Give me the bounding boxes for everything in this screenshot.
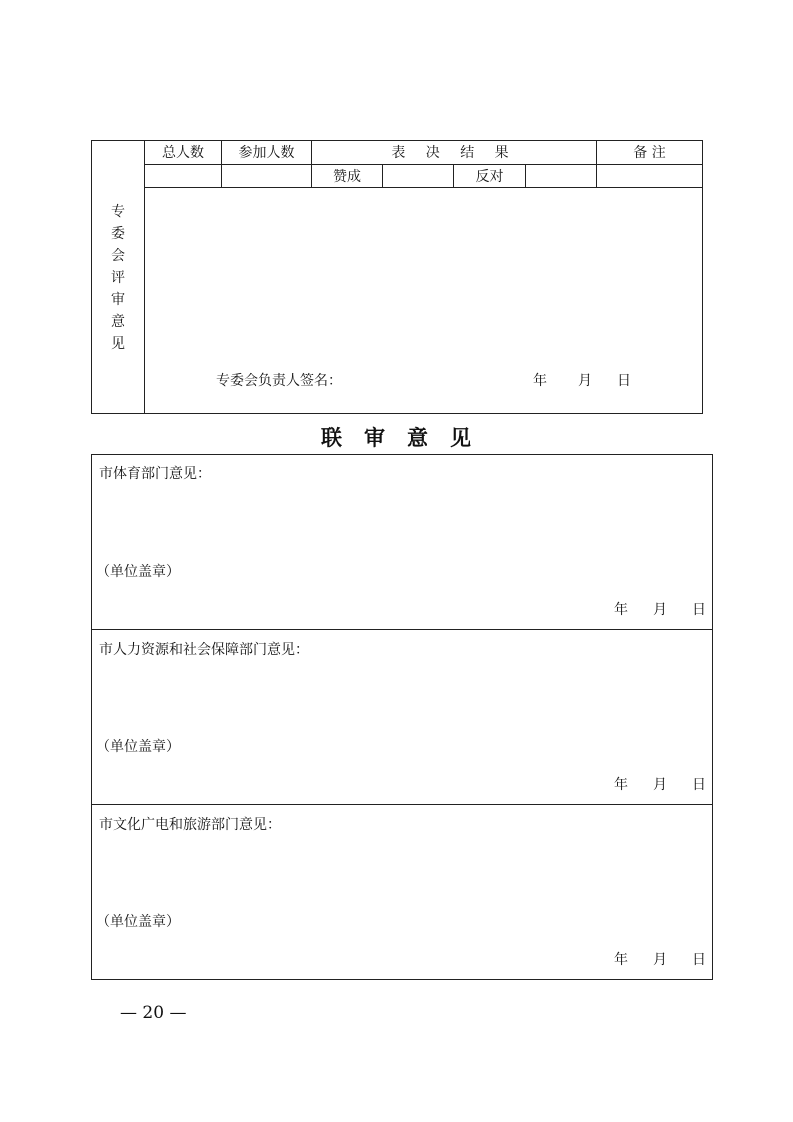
signature-label: 专委会负责人签名： — [216, 373, 342, 389]
date-day: 日 — [617, 373, 631, 389]
dept-opinion-label: 市体育部门意见： — [99, 466, 211, 482]
date-month: 月 — [578, 373, 592, 389]
header-vote-result: 表 决 结 果 — [391, 145, 517, 161]
header-total: 总人数 — [162, 145, 204, 161]
header-oppose: 反对 — [475, 169, 504, 185]
date-month: 月 — [653, 777, 667, 793]
label-column-divider — [144, 140, 145, 414]
date-year: 年 — [533, 373, 547, 389]
joint-border-top — [91, 454, 713, 455]
committee-side-label: 专 委 会 评 审 意 见 — [111, 204, 125, 352]
table-border-top — [91, 140, 703, 141]
table-border-bottom — [91, 413, 703, 414]
date-year: 年 — [614, 952, 628, 968]
date-month: 月 — [653, 602, 667, 618]
col-divider-3 — [382, 164, 383, 188]
date-month: 月 — [653, 952, 667, 968]
date-day: 日 — [692, 952, 706, 968]
header-row-line — [144, 164, 703, 165]
dept-opinion-label: 市文化广电和旅游部门意见： — [99, 817, 281, 833]
joint-border-right — [712, 454, 713, 980]
joint-border-bottom — [91, 979, 713, 980]
joint-row-divider-2 — [91, 804, 713, 805]
date-day: 日 — [692, 777, 706, 793]
seal-label: （单位盖章） — [96, 739, 180, 755]
header-remarks: 备 注 — [633, 145, 666, 161]
header-participants: 参加人数 — [238, 145, 295, 161]
col-divider-5 — [525, 164, 526, 188]
joint-review-title: 联审意见 — [321, 425, 493, 450]
subheader-row-line — [144, 187, 703, 188]
joint-border-left — [91, 454, 92, 980]
date-day: 日 — [692, 602, 706, 618]
date-year: 年 — [614, 602, 628, 618]
joint-row-divider-1 — [91, 629, 713, 630]
table-border-left — [91, 140, 92, 414]
seal-label: （单位盖章） — [96, 564, 180, 580]
date-year: 年 — [614, 777, 628, 793]
table-border-right — [702, 140, 703, 414]
seal-label: （单位盖章） — [96, 914, 180, 930]
header-approve: 赞成 — [333, 169, 361, 185]
page-number: — 20 — — [120, 1003, 187, 1023]
dept-opinion-label: 市人力资源和社会保障部门意见： — [99, 642, 309, 658]
